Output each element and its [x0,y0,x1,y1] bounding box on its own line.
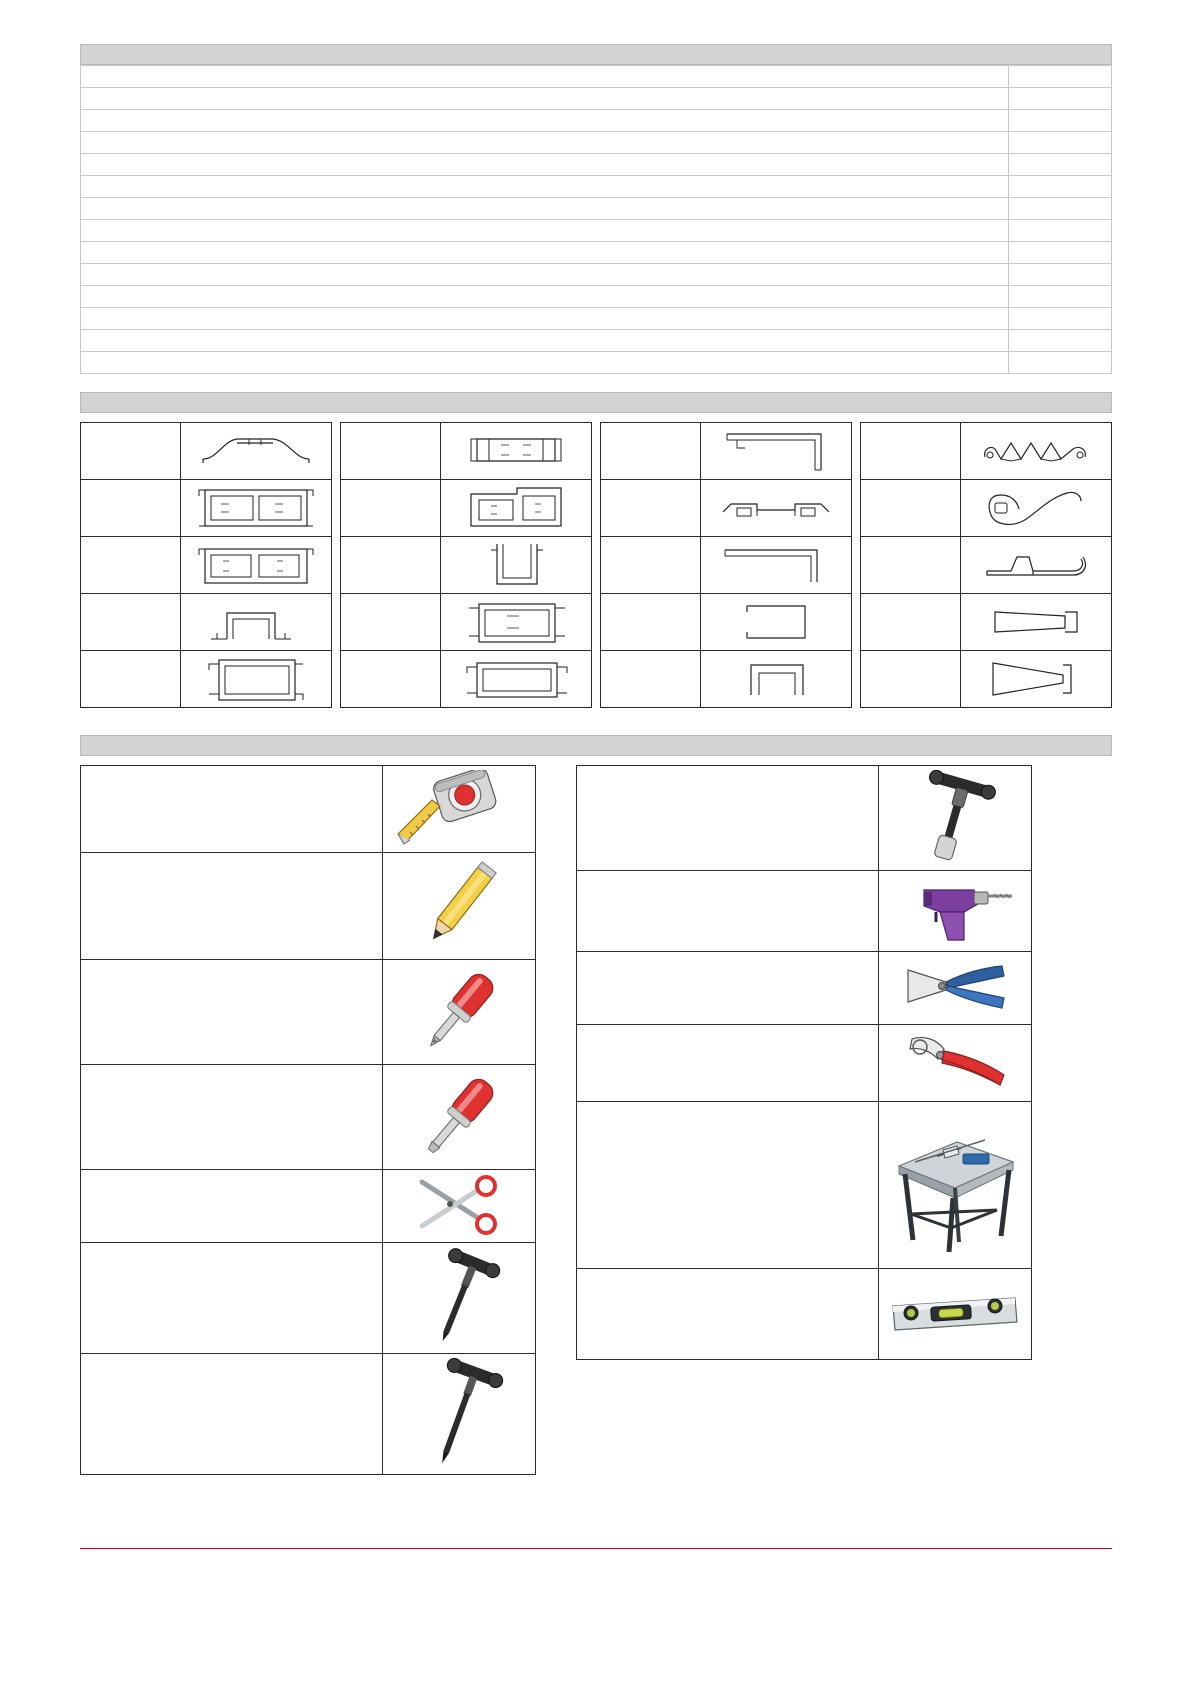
table-row [81,286,1112,308]
table-row [81,154,1112,176]
profile-code [601,480,701,536]
profile-code [861,423,961,479]
diagonal-pliers-icon [879,952,1031,1024]
tool-label [81,960,383,1064]
profile-code [601,537,701,593]
profile-square-box-2-icon [441,651,591,707]
tape-measure-icon [383,766,535,852]
tool-item [577,1269,1031,1359]
tool-item [81,766,535,853]
tool-item [577,1025,1031,1102]
phillips-screwdriver-icon [383,960,535,1064]
part-description [81,242,1009,264]
profile-item [601,537,851,594]
profile-item [601,651,851,707]
part-qty [1009,286,1112,308]
profile-square-frame-icon [181,651,331,707]
pencil-icon [383,853,535,959]
tool-item [81,1243,535,1354]
gasket-wave-icon [961,423,1111,479]
profile-code [601,651,701,707]
profile-item [601,594,851,651]
profile-code [81,537,181,593]
profile-code [601,594,701,650]
tools-grid [80,765,1112,1475]
parts-list-section [80,44,1112,374]
profile-u-channel-icon [441,537,591,593]
tool-label [577,871,879,951]
profile-box-double-icon [181,480,331,536]
tool-label [577,1025,879,1101]
profiles-column-4 [860,422,1112,708]
part-description [81,66,1009,88]
tools-section [80,735,1112,1475]
profile-item [861,651,1111,707]
profile-code [81,594,181,650]
profile-item [81,423,331,480]
profiles-section-band [80,392,1112,413]
cutting-pliers-icon [879,1025,1031,1101]
part-description [81,110,1009,132]
tool-label [577,766,879,870]
profile-corner-angle-icon [701,423,851,479]
tool-label [577,952,879,1024]
part-description [81,154,1009,176]
part-qty [1009,330,1112,352]
profile-angle-thin-icon [701,537,851,593]
table-row [81,330,1112,352]
wedge-long-icon [961,651,1111,707]
profile-item [861,594,1111,651]
profiles-column-3 [600,422,852,708]
rivet-tool-icon [879,766,1031,870]
power-drill-icon [879,871,1031,951]
profile-item [341,651,591,707]
part-description [81,308,1009,330]
part-qty [1009,132,1112,154]
profile-code [861,594,961,650]
parts-table [80,65,1112,374]
profile-item [341,423,591,480]
profile-item [341,480,591,537]
tools-column-right [576,765,1032,1360]
profile-flat-clip-icon [701,480,851,536]
hex-key-driver-long-icon [383,1354,535,1474]
table-row [81,242,1112,264]
profile-code [341,423,441,479]
profile-item [81,594,331,651]
profile-item [861,423,1111,480]
profiles-column-1 [80,422,332,708]
tool-item [81,853,535,960]
profile-code [341,651,441,707]
profile-item [861,480,1111,537]
part-qty [1009,220,1112,242]
profile-item [81,480,331,537]
profile-item [341,594,591,651]
tool-label [577,1269,879,1359]
profile-code [341,537,441,593]
part-qty [1009,308,1112,330]
part-qty [1009,66,1112,88]
part-qty [1009,154,1112,176]
tool-label [81,1065,383,1169]
profile-curved-cap-icon [181,423,331,479]
tool-item [577,871,1031,952]
part-qty [1009,352,1112,374]
profile-square-box-icon [441,594,591,650]
profile-open-box-icon [701,594,851,650]
part-description [81,286,1009,308]
gasket-flat-hook-icon [961,537,1111,593]
profiles-column-2 [340,422,592,708]
part-qty [1009,198,1112,220]
table-row [81,198,1112,220]
tool-label [81,1243,383,1353]
tool-label [81,1354,383,1474]
part-qty [1009,242,1112,264]
part-description [81,264,1009,286]
profile-code [861,537,961,593]
scissors-icon [383,1170,535,1242]
tool-label [81,1170,383,1242]
part-description [81,330,1009,352]
table-saw-icon [879,1102,1031,1268]
profile-step-box-icon [441,480,591,536]
profiles-section [80,392,1112,708]
tools-section-band [80,735,1112,756]
parts-section-band [80,44,1112,65]
part-description [81,176,1009,198]
profile-t-section-icon [181,594,331,650]
profile-item [861,537,1111,594]
tool-item [81,960,535,1065]
hex-key-driver-icon [383,1243,535,1353]
part-description [81,198,1009,220]
profile-item [601,423,851,480]
footer-divider [80,1548,1112,1549]
profile-code [81,651,181,707]
table-row [81,176,1112,198]
profile-code [81,480,181,536]
profile-code [601,423,701,479]
profile-code [341,594,441,650]
wedge-short-icon [961,594,1111,650]
profile-code [861,651,961,707]
part-qty [1009,110,1112,132]
spirit-level-icon [879,1269,1031,1359]
profile-code [861,480,961,536]
tool-item [81,1354,535,1474]
part-qty [1009,264,1112,286]
tool-label [577,1102,879,1268]
tools-column-left [80,765,536,1475]
table-row [81,352,1112,374]
profile-h-channel-icon [441,423,591,479]
profile-box-double-2-icon [181,537,331,593]
profile-code [341,480,441,536]
tool-item [81,1170,535,1243]
profile-item [81,651,331,707]
part-description [81,132,1009,154]
tool-item [577,952,1031,1025]
profile-code [81,423,181,479]
part-description [81,352,1009,374]
profile-item [341,537,591,594]
table-row [81,88,1112,110]
part-qty [1009,88,1112,110]
tool-item [577,1102,1031,1269]
profile-open-u-icon [701,651,851,707]
profile-item [601,480,851,537]
part-qty [1009,176,1112,198]
table-row [81,66,1112,88]
part-description [81,220,1009,242]
table-row [81,264,1112,286]
flat-screwdriver-icon [383,1065,535,1169]
tool-label [81,766,383,852]
gasket-hook-icon [961,480,1111,536]
tool-label [81,853,383,959]
table-row [81,220,1112,242]
part-description [81,88,1009,110]
tool-item [81,1065,535,1170]
tool-item [577,766,1031,871]
profiles-grid [80,422,1112,708]
table-row [81,308,1112,330]
table-row [81,110,1112,132]
profile-item [81,537,331,594]
table-row [81,132,1112,154]
